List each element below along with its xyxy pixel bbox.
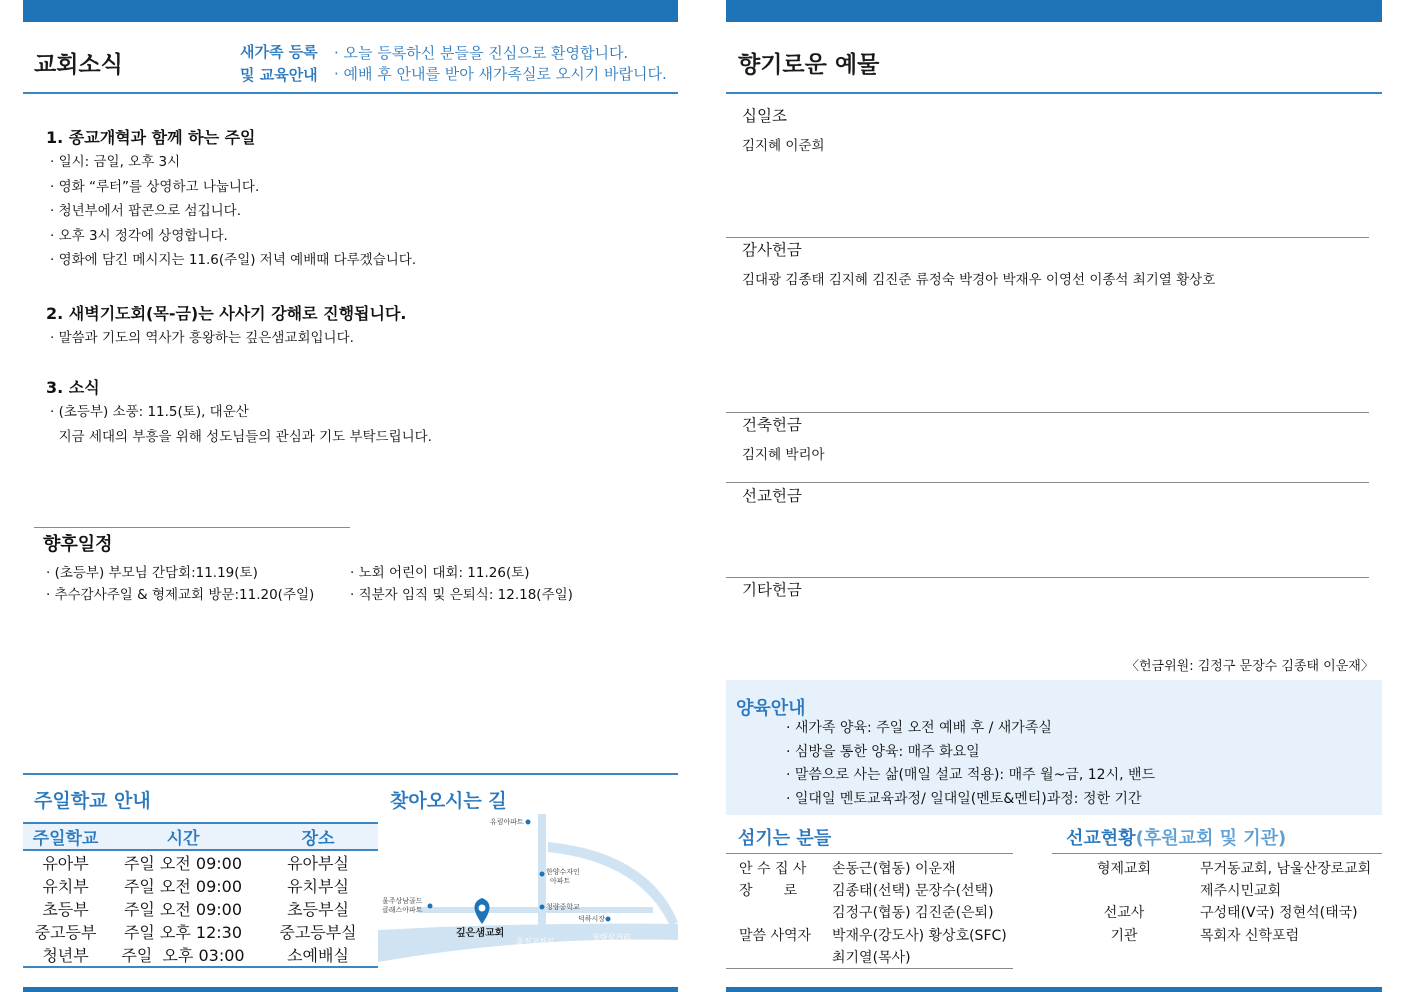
servant-names: 김정구(협동) 김진준(은퇴) <box>832 905 994 922</box>
news-title: 교회소식 <box>34 52 123 78</box>
offering-building <box>742 413 825 463</box>
news-item-1 <box>46 125 666 273</box>
table-row <box>23 943 378 966</box>
news-title-rule <box>23 92 678 94</box>
servants-names <box>832 858 1007 969</box>
newcomer-label-2: 및 교육안내 <box>240 66 318 84</box>
col-header-time: 시간 <box>108 824 258 850</box>
sunday-school-table-wrap <box>23 822 378 968</box>
map-label-school: 청량중학교 <box>546 903 580 911</box>
sunday-school-title: 주일학교 안내 <box>34 790 151 812</box>
servant-names: 최기열(목사) <box>832 949 911 966</box>
offering-other <box>742 578 802 600</box>
offering-tithe <box>742 104 825 154</box>
mission-role <box>1084 880 1164 902</box>
schedule-item: · (초등부) 부모님 간담회:11.19(토) <box>46 565 258 581</box>
mission-role: 선교사 <box>1103 905 1145 922</box>
schedule-item: · 노회 어린이 대회: 11.26(토) <box>350 565 530 581</box>
newcomer-label-1: 새가족 등록 <box>240 43 318 61</box>
apt-marker <box>428 904 433 909</box>
servant-role <box>739 947 829 969</box>
schedule-item: · 추수감사주일 & 형제교회 방문:11.20(주일) <box>46 587 315 603</box>
news-heading-3: 3. 소식 <box>46 378 100 397</box>
mission-names-row: 무거동교회, 남울산장로교회 <box>1200 861 1372 877</box>
newcomer-line-2: · 예배 후 안내를 받아 새가족실로 오시기 바랍니다. <box>334 65 667 83</box>
education-item: · 새가족 양육: 주일 오전 예배 후 / 새가족실 <box>786 720 1052 736</box>
cell-school: 유아부 <box>42 854 89 873</box>
education-title: 양육안내 <box>736 698 806 719</box>
map-label-apt1: 유림아파트 <box>490 818 524 826</box>
mission-role: 형제교회 <box>1096 861 1152 877</box>
schedule-col-1 <box>46 562 314 606</box>
news-heading-2: 2. 새벽기도회(목-금)는 사사기 강해로 진행됩니다. <box>46 304 407 323</box>
news-line: · 영화에 담긴 메시지는 11.6(주일) 저녁 예배때 다루겠습니다. <box>50 252 417 268</box>
offering-names: 김지혜 박리아 <box>742 447 825 463</box>
mission-names-row: 구성태(V국) 정현석(태국) <box>1200 905 1358 922</box>
servants-rule-top <box>726 853 1013 854</box>
mission-names <box>1200 858 1371 947</box>
news-heading-1: 1. 종교개혁과 함께 하는 주일 <box>46 128 256 147</box>
education-item: · 말씀으로 사는 삶(매일 설교 적용): 매주 월~금, 12시, 밴드 <box>786 767 1156 783</box>
servant-role: 말씀 사역자 <box>739 927 812 944</box>
servant-role: 안 수 집 사 <box>739 861 807 877</box>
cell-time: 주일 오전 09:00 <box>123 854 243 873</box>
cell-time: 주일 오전 09:00 <box>123 877 243 896</box>
mission-names-row: 제주시민교회 <box>1200 883 1282 900</box>
cell-school: 초등부 <box>42 900 89 919</box>
map-label-road1: 율진교차로 <box>516 937 555 946</box>
offering-type: 기타헌금 <box>742 581 802 599</box>
mission-role: 기관 <box>1110 927 1138 944</box>
cell-place: 초등부실 <box>287 900 349 919</box>
mission-names-row: 목회자 신학포럼 <box>1200 927 1300 944</box>
servants-title: 섬기는 분들 <box>738 828 832 849</box>
offering-divider <box>726 577 1369 578</box>
news-line: · 말씀과 기도의 역사가 흥왕하는 깊은샘교회입니다. <box>50 330 354 346</box>
side-road <box>418 907 653 913</box>
map-label-apt3: 울주상남골드 클래스아파트 <box>382 897 423 914</box>
offering-committee: 〈헌금위원: 김정구 문장수 김종태 이운재〉 <box>1126 659 1374 674</box>
offering-type: 건축헌금 <box>742 416 802 434</box>
col-header-school: 주일학교 <box>23 824 108 850</box>
top-bar-left <box>23 0 678 22</box>
cell-school: 유치부 <box>42 877 89 896</box>
news-line: · 영화 “루터”를 상영하고 나눕니다. <box>50 178 260 195</box>
table-row <box>23 897 378 920</box>
news-line: · 일시: 금일, 오후 3시 <box>50 154 181 170</box>
education-item: · 심방을 통한 양육: 매주 화요일 <box>786 743 980 760</box>
cell-time: 주일 오전 09:00 <box>123 900 243 919</box>
schedule-rule <box>34 527 350 528</box>
schedule-item: · 직분자 임직 및 은퇴식: 12.18(주일) <box>350 587 573 603</box>
news-item-3 <box>46 375 666 449</box>
newcomer-line-1: · 오늘 등록하신 분들을 진심으로 환영합니다. <box>334 44 629 62</box>
news-line: 지금 세대의 부흥을 위해 성도님들의 관심과 기도 부탁드립니다. <box>50 428 432 445</box>
table-row <box>23 850 378 874</box>
mission-rule-top <box>1052 853 1382 854</box>
servant-role: 장 로 <box>739 883 798 900</box>
cell-place: 유아부실 <box>287 854 349 873</box>
news-item-2 <box>46 301 666 351</box>
cell-place: 유치부실 <box>287 877 349 896</box>
offering-title-rule <box>726 92 1382 94</box>
top-bar-right <box>726 0 1382 22</box>
news-line: · 오후 3시 정각에 상영합니다. <box>50 227 228 244</box>
apt-marker <box>540 872 545 877</box>
offering-thanks <box>742 238 1215 288</box>
servant-names: 김종태(선택) 문장수(선택) <box>832 883 994 900</box>
market-marker <box>606 917 611 922</box>
bottom-bar-right <box>726 987 1382 992</box>
schedule-col-2 <box>350 562 573 606</box>
cell-time: 주일 오후 12:30 <box>123 923 243 942</box>
apt-marker <box>526 820 531 825</box>
church-pin-dot <box>479 905 486 912</box>
mission-title-wrap <box>1066 824 1286 850</box>
table-row <box>23 920 378 943</box>
directions-title: 찾아오시는 길 <box>390 790 507 812</box>
servants-roles <box>739 858 829 969</box>
offering-divider <box>726 482 1369 483</box>
offering-type: 선교헌금 <box>742 487 802 505</box>
mission-subtitle: (후원교회 및 기관) <box>1135 828 1287 849</box>
cell-school: 중고등부 <box>34 923 97 942</box>
map-label-road2: 청량삼거리 <box>592 933 631 942</box>
cell-place: 중고등부실 <box>279 923 357 942</box>
mission-title: 선교현황 <box>1066 828 1136 849</box>
servant-role <box>739 902 829 924</box>
sunday-school-table <box>23 824 378 966</box>
mission-roles <box>1084 858 1164 947</box>
bottom-bar-left <box>23 987 678 992</box>
map-label-market: 덕하시장 <box>578 915 606 923</box>
cell-time: 주일 오후 03:00 <box>121 946 245 965</box>
bottom-section-rule <box>23 773 678 775</box>
directions-map[interactable] <box>378 812 678 964</box>
offering-type: 십일조 <box>742 107 787 125</box>
map-label-church: 깊은샘교회 <box>456 928 505 939</box>
education-item: · 일대일 멘토교육과정/ 일대일(멘토&멘티)과정: 정한 기간 <box>786 790 1142 807</box>
school-marker <box>540 905 545 910</box>
table-row <box>23 874 378 897</box>
offering-type: 감사헌금 <box>742 241 802 259</box>
schedule-title: 향후일정 <box>43 534 113 555</box>
offering-names: 김대광 김종태 김지혜 김진준 류정숙 박경아 박재우 이영선 이종석 최기열 황상호 <box>742 272 1216 288</box>
news-line: · 청년부에서 팝콘으로 섬깁니다. <box>50 203 241 219</box>
map-label-apt2: 한양수자인 아파트 <box>546 868 580 885</box>
news-line: · (초등부) 소풍: 11.5(토), 대운산 <box>50 404 249 420</box>
offering-mission <box>742 484 802 506</box>
cell-school: 청년부 <box>42 946 89 965</box>
servant-names: 손동근(협동) 이운재 <box>832 861 956 877</box>
col-header-place: 장소 <box>258 824 378 850</box>
offering-names: 김지혜 이준희 <box>742 138 825 154</box>
education-list <box>786 717 1155 811</box>
cell-place: 소예배실 <box>287 946 349 965</box>
offering-title: 향기로운 예물 <box>738 52 880 78</box>
servant-names: 박재우(강도사) 황상호(SFC) <box>832 927 1007 944</box>
